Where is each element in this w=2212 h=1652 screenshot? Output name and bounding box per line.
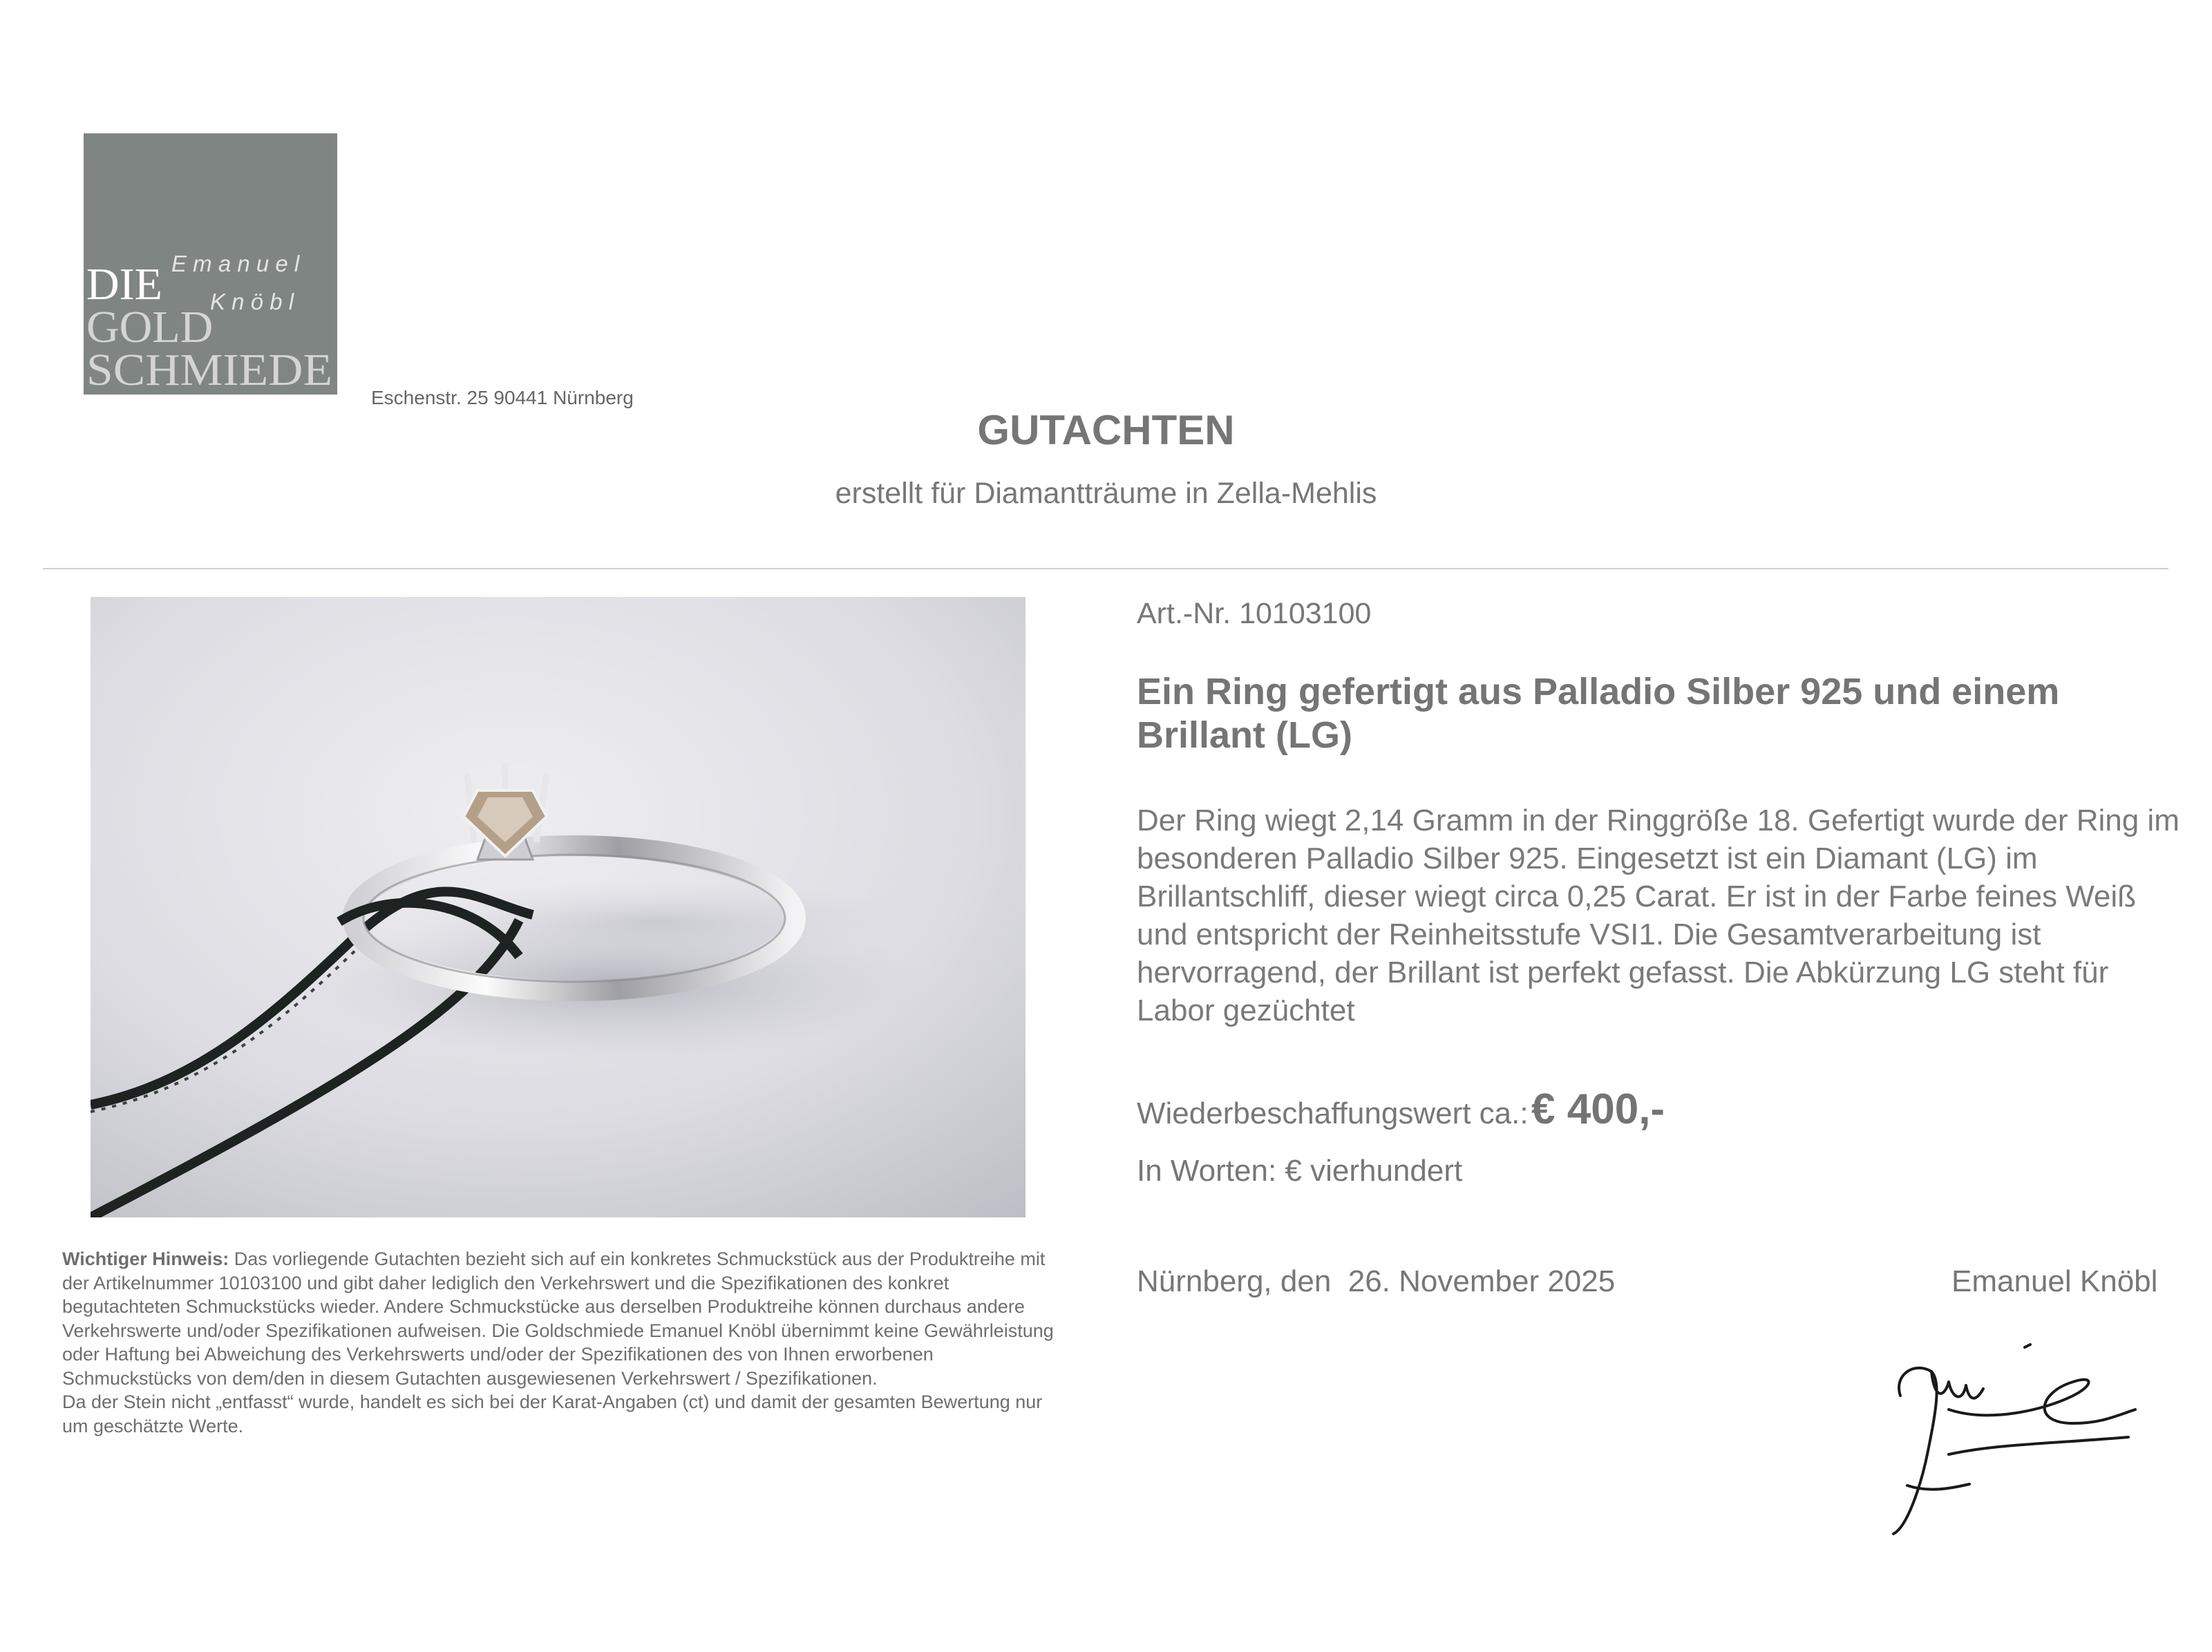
notice-label: Wichtiger Hinweis:: [62, 1249, 229, 1269]
logo-last-name: K n ö b l: [210, 289, 294, 314]
document-subtitle: erstellt für Diamantträume in Zella-Mehlis: [835, 477, 1377, 510]
company-address: Eschenstr. 25 90441 Nürnberg: [371, 387, 634, 408]
ring-photo: [91, 597, 1025, 1217]
notice-text-2: Da der Stein nicht „entfasst“ wurde, handelt es sich bei der Karat-Angaben (ct) und damit der gesamten Bewertung nur um geschätzte Werte.: [62, 1392, 1043, 1436]
notice-text: Das vorliegende Gutachten bezieht sich auf ein konkretes Schmuckstück aus der Produktreihe mit der Artikelnummer 10103100 und gibt daher lediglich den Verkehrswert und die Spezifikationen des konkret begutachteten Schmuckstücks wieder. Andere Schmuckstücke aus derselben Produktreihe können durchaus andere Verkehrswerte und/oder Spezifikationen aufweisen. Die Goldschmiede Emanuel Knöbl übernimmt keine Gewährleistung oder Haftung bei Abweichung des Verkehrswerts und/oder der Spezifikationen des von Ihnen erworbenen Schmuckstücks von dem/den in diesem Gutachten ausgewiesenen Verkehrswert / Spezifikationen.: [62, 1249, 1054, 1389]
valuation-in-words: In Worten: € vierhundert: [1137, 1154, 1463, 1188]
logo-line-schmiede: SCHMIEDE: [86, 345, 332, 395]
article-number: Art.-Nr. 10103100: [1137, 597, 1372, 630]
section-divider: [43, 568, 2168, 569]
product-heading: Ein Ring gefertigt aus Palladio Silber 925 und einem Brillant (LG): [1137, 671, 2060, 756]
place-and-date: Nürnberg, den 26. November 2025: [1137, 1264, 1616, 1298]
valuation-row: [1137, 1085, 1665, 1134]
logo-line-gold: GOLD: [86, 302, 214, 352]
logo-first-name: E m a n u e l: [171, 251, 300, 276]
valuation-label: Wiederbeschaffungswert ca.:: [1137, 1096, 1529, 1130]
signature: [1866, 1320, 2156, 1541]
company-logo: [84, 133, 337, 395]
product-description: Der Ring wiegt 2,14 Gramm in der Ringgröße 18. Gefertigt wurde der Ring im besonderen Palladio Silber 925. Eingesetzt ist ein Diamant (LG) im Brillantschliff, dieser wiegt circa 0,25 Carat. Er ist in der Farbe feines Weiß und entspricht der Reinheitsstufe VSI1. Die Gesamtverarbeitung ist hervorragend, der Brillant ist perfekt gefasst. Die Abkürzung LG steht für Labor gezüchtet: [1137, 804, 2180, 1027]
logo-line-die: DIE: [86, 259, 162, 310]
important-notice: [62, 1247, 1057, 1438]
document-title: GUTACHTEN: [977, 407, 1235, 453]
valuation-amount: € 400,-: [1531, 1085, 1665, 1133]
signer-name: Emanuel Knöbl: [1951, 1264, 2158, 1298]
